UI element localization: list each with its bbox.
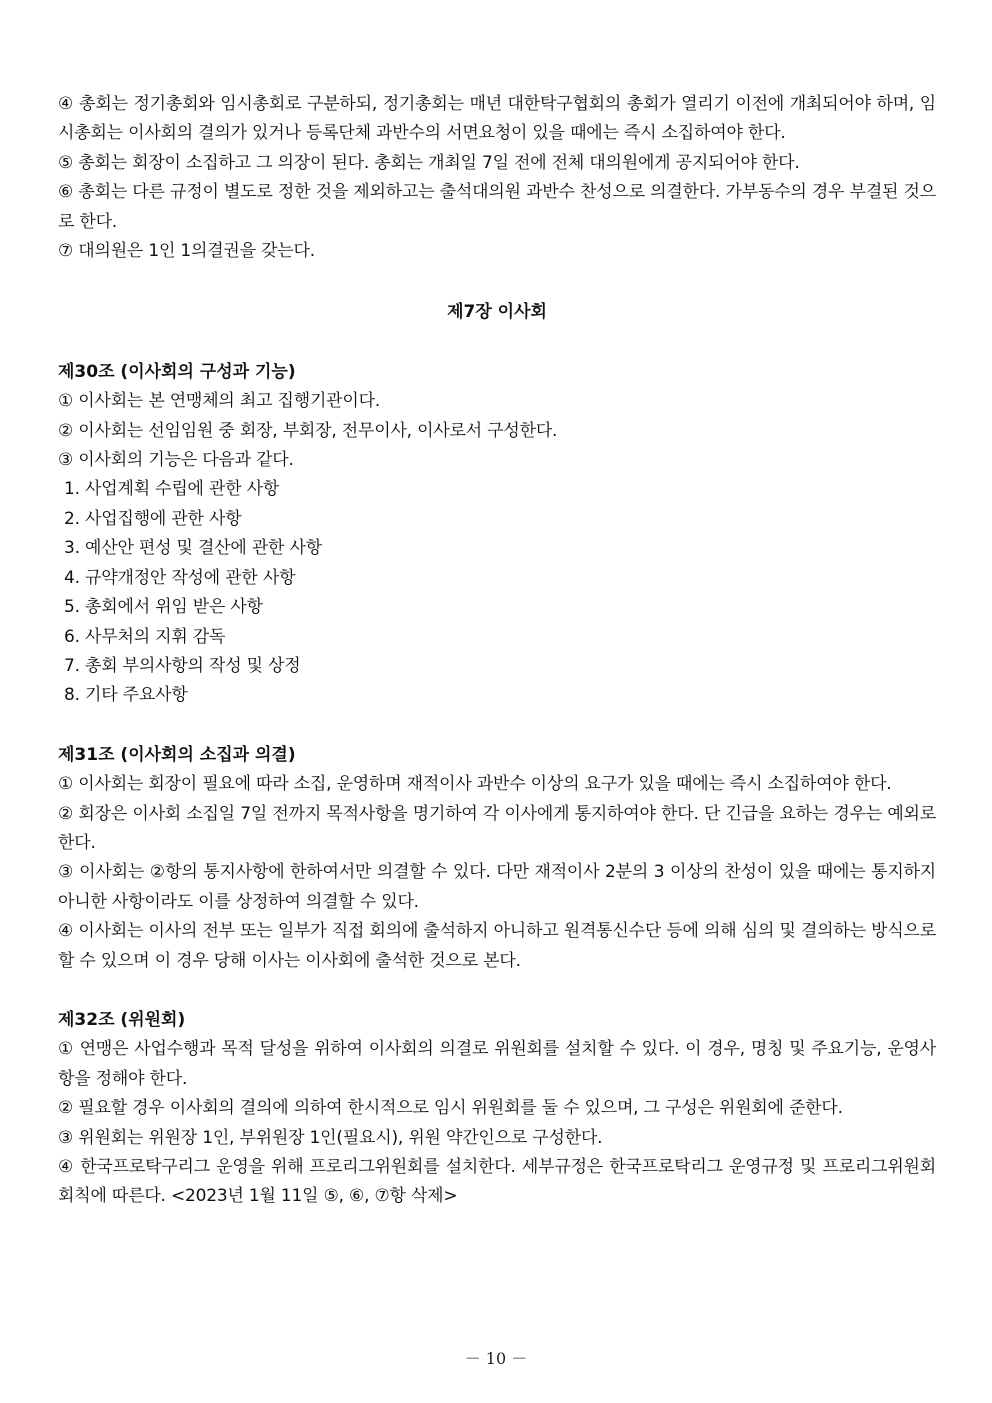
article-31: [58, 741, 936, 976]
list-item: 8. 기타 주요사항: [64, 685, 188, 706]
paragraph: ② 회장은 이사회 소집일 7일 전까지 목적사항을 명기하여 각 이사에게 통지하여야 한다. 단 긴급을 요하는 경우는 예외로 한다.: [58, 803, 936, 853]
paragraph: ④ 이사회는 이사의 전부 또는 일부가 직접 회의에 출석하지 아니하고 원격통신수단 등에 의해 심의 및 결의하는 방식으로 할 수 있으며 이 경우 당해 이사는 이사회에 출석한 것으로 본다.: [58, 921, 936, 971]
list-item: 7. 총회 부의사항의 작성 및 상정: [64, 655, 301, 676]
document-body: [58, 90, 936, 1212]
article-title: 제32조 (위원회): [58, 1009, 186, 1030]
page-number: － 10 －: [464, 1349, 528, 1368]
list-item: 6. 사무처의 지휘 감독: [64, 626, 226, 647]
paragraph: ① 이사회는 본 연맹체의 최고 집행기관이다.: [58, 391, 381, 412]
paragraph: ③ 이사회는 ②항의 통지사항에 한하여서만 의결할 수 있다. 다만 재적이사 2분의 3 이상의 찬성이 있을 때에는 통지하지 아니한 사항이라도 이를 상정하여 의결할 수 있다.: [58, 862, 936, 912]
article-32: [58, 1006, 936, 1212]
paragraph: ⑥ 총회는 다른 규정이 별도로 정한 것을 제외하고는 출석대의원 과반수 찬성으로 의결한다. 가부동수의 경우 부결된 것으로 한다.: [58, 182, 936, 232]
paragraph: ③ 위원회는 위원장 1인, 부위원장 1인(필요시), 위원 약간인으로 구성한다.: [58, 1127, 603, 1148]
paragraph: ① 연맹은 사업수행과 목적 달성을 위하여 이사회의 의결로 위원회를 설치할 수 있다. 이 경우, 명칭 및 주요기능, 운영사항을 정해야 한다.: [58, 1039, 936, 1089]
paragraph: ④ 한국프로탁구리그 운영을 위해 프로리그위원회를 설치한다. 세부규정은 한국프로탁리그 운영규정 및 프로리그위원회 회칙에 따른다. <2023년 1월 11일 ⑤, ⑥, ⑦항 삭제>: [58, 1157, 936, 1207]
article-title: 제31조 (이사회의 소집과 의결): [58, 744, 296, 765]
list-item: 1. 사업계획 수립에 관한 사항: [64, 479, 280, 500]
list-item: 3. 예산안 편성 및 결산에 관한 사항: [64, 538, 322, 559]
paragraph: ④ 총회는 정기총회와 임시총회로 구분하되, 정기총회는 매년 대한탁구협회의 총회가 열리기 이전에 개최되어야 하며, 임시총회는 이사회의 결의가 있거나 등록단체 과반수의 서면요청이 있을 때에는 즉시 소집하여야 한다.: [58, 94, 936, 144]
article-title: 제30조 (이사회의 구성과 기능): [58, 361, 296, 382]
paragraph: ② 필요할 경우 이사회의 결의에 의하여 한시적으로 임시 위원회를 둘 수 있으며, 그 구성은 위원회에 준한다.: [58, 1098, 843, 1119]
paragraph: ⑤ 총회는 회장이 소집하고 그 의장이 된다. 총회는 개최일 7일 전에 전체 대의원에게 공지되어야 한다.: [58, 152, 800, 173]
chapter-title: 제7장 이사회: [447, 302, 547, 323]
paragraph: ⑦ 대의원은 1인 1의결권을 갖는다.: [58, 241, 315, 262]
article-30: [58, 358, 936, 711]
list-item: 5. 총회에서 위임 받은 사항: [64, 597, 263, 618]
paragraph: ① 이사회는 회장이 필요에 따라 소집, 운영하며 재적이사 과반수 이상의 요구가 있을 때에는 즉시 소집하여야 한다.: [58, 774, 892, 795]
paragraph: ② 이사회는 선임임원 중 회장, 부회장, 전무이사, 이사로서 구성한다.: [58, 420, 558, 441]
paragraph: ③ 이사회의 기능은 다음과 같다.: [58, 450, 294, 471]
article-29-continued: [58, 90, 936, 266]
list-item: 4. 규약개정안 작성에 관한 사항: [64, 567, 296, 588]
list-item: 2. 사업집행에 관한 사항: [64, 508, 242, 529]
